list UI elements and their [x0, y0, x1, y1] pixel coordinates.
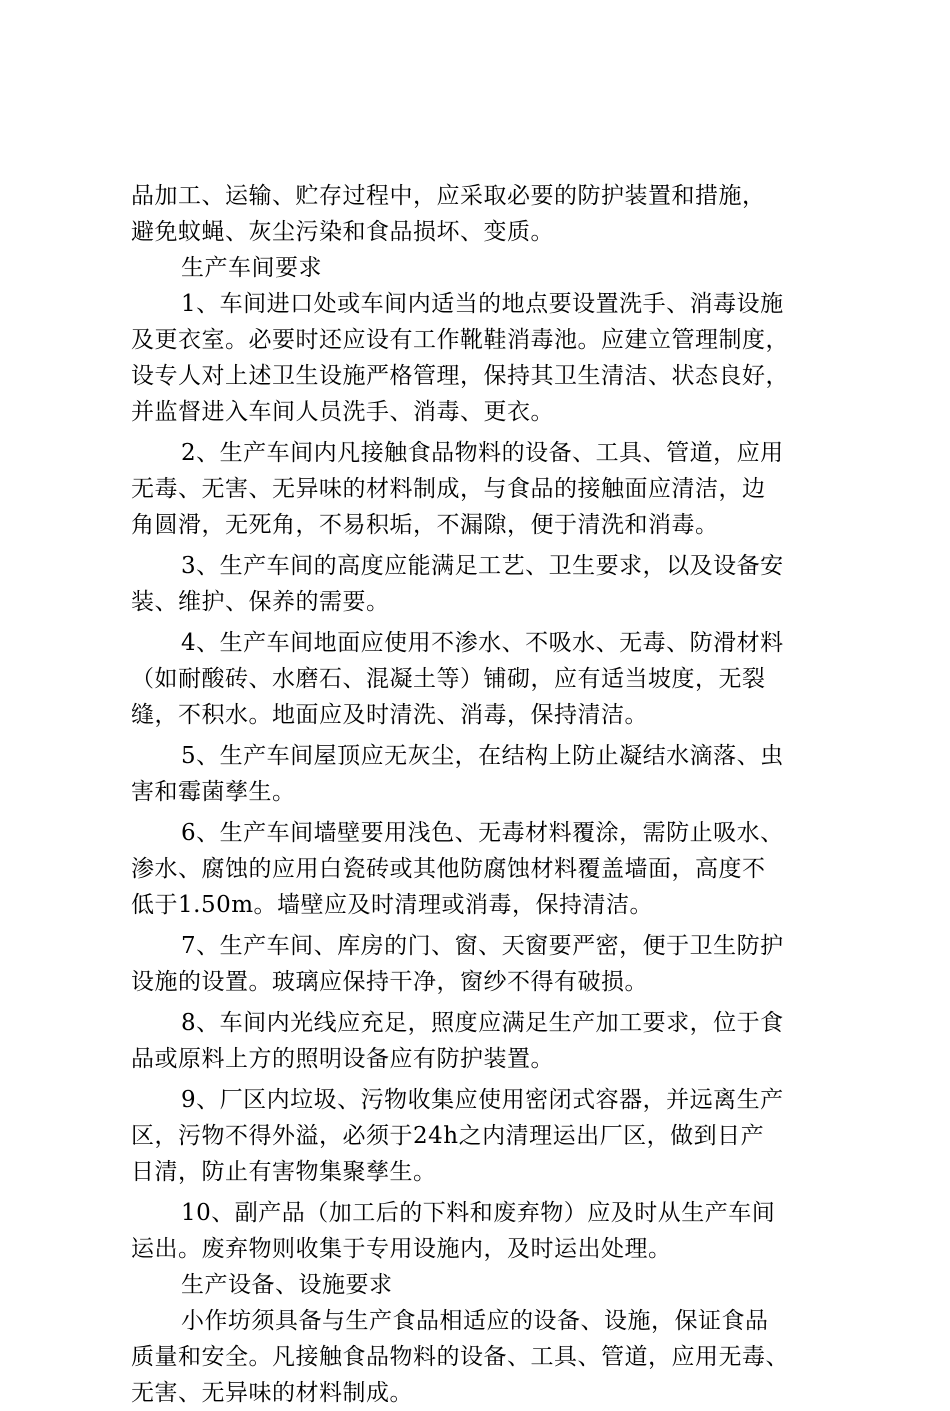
text-line: 避免蚊蝇、灰尘污染和食品损坏、变质。	[131, 219, 554, 245]
paragraph-9-line: 9、厂区内垃圾、污物收集应使用密闭式容器，并远离生产	[181, 1087, 784, 1113]
paragraph-8-line: 品或原料上方的照明设备应有防护装置。	[131, 1046, 554, 1072]
paragraph-6-line: 6、生产车间墙壁要用浅色、无毒材料覆涂，需防止吸水、	[181, 820, 784, 846]
paragraph-2-line: 角圆滑，无死角，不易积垢，不漏隙，便于清洗和消毒。	[131, 512, 719, 538]
paragraph-6-line: 渗水、腐蚀的应用白瓷砖或其他防腐蚀材料覆盖墙面，高度不	[131, 856, 766, 882]
paragraph-9-line: 日清，防止有害物集聚孳生。	[131, 1159, 437, 1185]
paragraph-1-line: 设专人对上述卫生设施严格管理，保持其卫生清洁、状态良好，	[131, 363, 789, 389]
paragraph-10-line: 运出。废弃物则收集于专用设施内，及时运出处理。	[131, 1236, 672, 1262]
paragraph-5-line: 害和霉菌孳生。	[131, 779, 296, 805]
paragraph-9-line: 区，污物不得外溢，必须于24h之内清理运出厂区，做到日产	[131, 1123, 765, 1149]
paragraph-1-line: 1、车间进口处或车间内适当的地点要设置洗手、消毒设施	[181, 291, 784, 317]
paragraph-7-line: 设施的设置。玻璃应保持干净，窗纱不得有破损。	[131, 969, 648, 995]
paragraph-3-line: 3、生产车间的高度应能满足工艺、卫生要求，以及设备安	[181, 553, 784, 579]
paragraph-7-line: 7、生产车间、库房的门、窗、天窗要严密，便于卫生防护	[181, 933, 784, 959]
paragraph-1-line: 及更衣室。必要时还应设有工作靴鞋消毒池。应建立管理制度，	[131, 327, 789, 353]
paragraph-2-line: 无毒、无害、无异味的材料制成，与食品的接触面应清洁，边	[131, 476, 766, 502]
paragraph-6-line: 低于1.50m。墙壁应及时清理或消毒，保持清洁。	[131, 892, 654, 918]
paragraph-11-line: 小作坊须具备与生产食品相适应的设备、设施，保证食品	[181, 1308, 769, 1334]
paragraph-11-line: 质量和安全。凡接触食品物料的设备、工具、管道，应用无毒、	[131, 1344, 789, 1370]
paragraph-4-line: 缝，不积水。地面应及时清洗、消毒，保持清洁。	[131, 702, 648, 728]
document-body	[131, 178, 851, 1411]
paragraph-4-line: 4、生产车间地面应使用不渗水、不吸水、无毒、防滑材料	[181, 630, 784, 656]
paragraph-1-line: 并监督进入车间人员洗手、消毒、更衣。	[131, 399, 554, 425]
text-line: 品加工、运输、贮存过程中，应采取必要的防护装置和措施，	[131, 183, 766, 209]
section-heading: 生产车间要求	[181, 255, 322, 281]
paragraph-8-line: 8、车间内光线应充足，照度应满足生产加工要求，位于食	[181, 1010, 784, 1036]
paragraph-5-line: 5、生产车间屋顶应无灰尘，在结构上防止凝结水滴落、虫	[181, 743, 784, 769]
section-heading: 生产设备、设施要求	[181, 1272, 393, 1298]
paragraph-11-line: 无害、无异味的材料制成。	[131, 1380, 413, 1406]
paragraph-3-line: 装、维护、保养的需要。	[131, 589, 390, 615]
paragraph-4-line: （如耐酸砖、水磨石、混凝土等）铺砌，应有适当坡度，无裂	[131, 666, 766, 692]
paragraph-2-line: 2、生产车间内凡接触食品物料的设备、工具、管道，应用	[181, 440, 784, 466]
paragraph-10-line: 10、副产品（加工后的下料和废弃物）应及时从生产车间	[181, 1200, 776, 1226]
